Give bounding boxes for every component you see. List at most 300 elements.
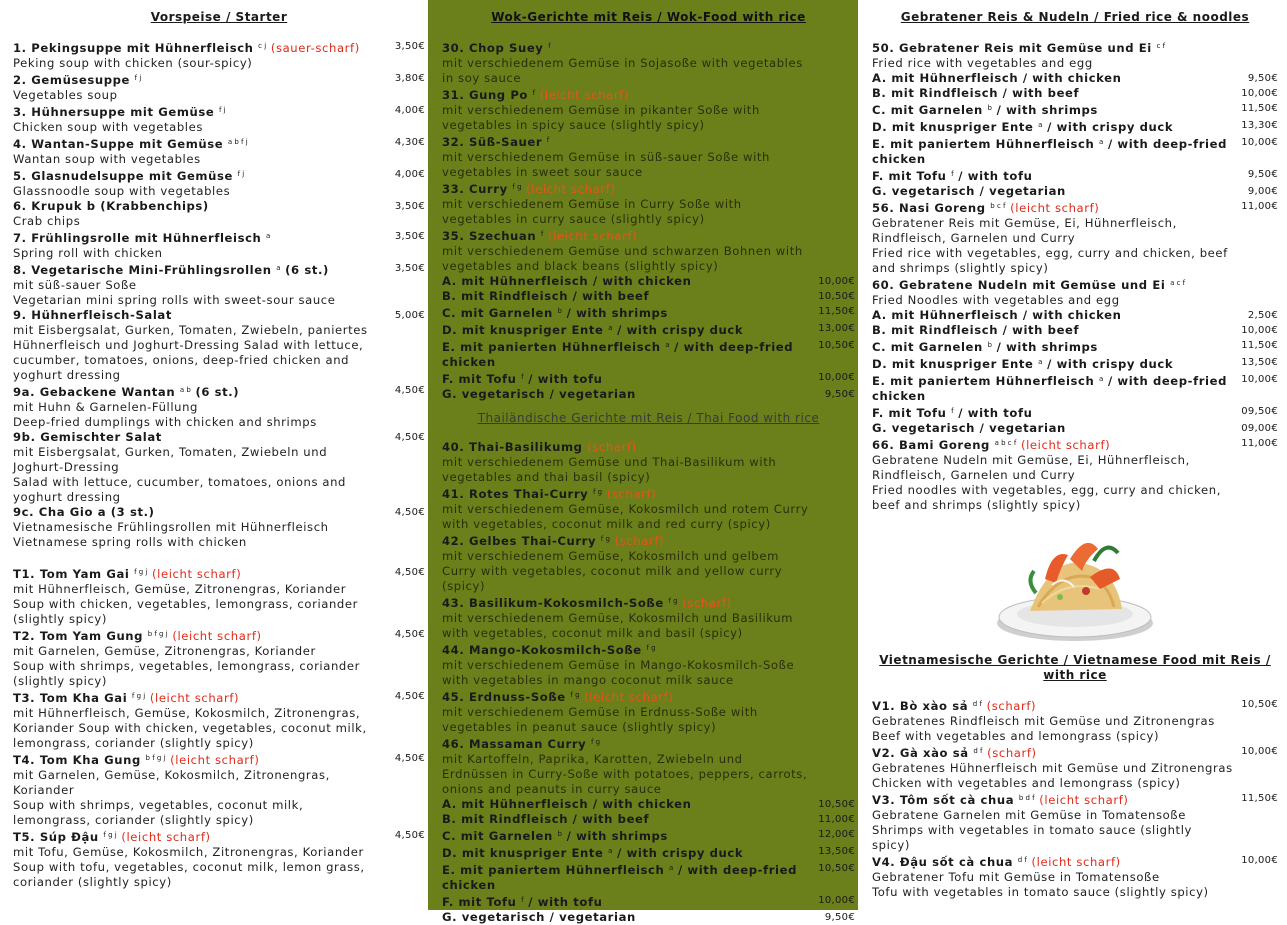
dish-name: T2. Tom Yam Gung (13, 629, 144, 643)
dish-name: 32. Süß-Sauer (442, 135, 543, 149)
menu-item (442, 39, 855, 86)
option-label: B. mit Rindfleisch / with beef (442, 812, 650, 826)
fried-noodle-list (872, 199, 1278, 308)
option-name (442, 321, 811, 338)
option-price: 9,50€ (1247, 169, 1278, 180)
option-name (442, 861, 811, 893)
wok-list (442, 39, 855, 274)
portion-note: (6 st.) (195, 385, 240, 399)
allergen-codes: a (608, 847, 613, 855)
dish-name: 5. Glasnudelsuppe mit Gemüse (13, 169, 233, 183)
option-row (872, 372, 1278, 404)
menu-item-price: 3,50€ (394, 41, 425, 52)
dish-name: 7. Frühlingsrolle mit Hühnerfleisch (13, 231, 262, 245)
menu-item-description: Tofu with vegetables in tomato sauce (slightly spicy) (872, 885, 1209, 899)
menu-item-description: mit verschiedenem Gemüse und schwarzen Bohnen with vegetables and black beans (slightly spicy) (442, 244, 803, 273)
option-label-en: / with crispy duck (617, 846, 744, 860)
spicy-level: (leicht scharf) (526, 182, 616, 196)
option-label-en: / with crispy duck (617, 323, 744, 337)
menu-item-name (442, 735, 811, 752)
dish-photo-image (990, 519, 1160, 645)
option-name (442, 370, 811, 387)
option-price: 13,00€ (818, 323, 855, 334)
menu-item-name (13, 39, 381, 56)
menu-item-description: mit Eisbergsalat, Gurken, Tomaten, Zwiebeln, paniertes Hühnerfleisch und Joghurt-Dressing Salad with lettuce, cucumber, tomatoes, onions, deep-fried chicken and yoghurt dressing (13, 323, 368, 382)
option-row (872, 323, 1278, 338)
allergen-codes: f j (237, 170, 245, 178)
menu-item (13, 565, 425, 627)
option-label: A. mit Hühnerfleisch / with chicken (442, 274, 692, 288)
menu-item-description: Peking soup with chicken (sour-spicy) (13, 56, 253, 70)
dish-name: V3. Tôm sốt cà chua (872, 793, 1015, 807)
option-label-en: / with tofu (958, 406, 1033, 420)
dish-name: 56. Nasi Goreng (872, 201, 986, 215)
allergen-codes: a (669, 864, 674, 872)
menu-item-name (442, 594, 811, 611)
option-name (442, 289, 811, 304)
option-label-en: / with shrimps (996, 340, 1098, 354)
menu-item (13, 135, 425, 167)
menu-item-price: 4,50€ (394, 567, 425, 578)
option-name (442, 812, 811, 827)
menu-item-name (13, 308, 381, 323)
option-name (872, 355, 1234, 372)
menu-item-description: Salad with lettuce, cucumber, tomatoes, onions and yoghurt dressing (13, 475, 347, 504)
menu-item-name (442, 532, 811, 549)
allergen-codes: f g j (103, 831, 117, 839)
option-row (442, 387, 855, 402)
spicy-level: (leicht scharf) (121, 830, 211, 844)
option-price: 10,00€ (1241, 137, 1278, 148)
spicy-level: (leicht scharf) (584, 690, 674, 704)
dish-name: 4. Wantan-Suppe mit Gemüse (13, 137, 224, 151)
option-label: D. mit knuspriger Ente (872, 120, 1034, 134)
allergen-codes: f g (646, 644, 656, 652)
allergen-codes: f g (592, 488, 603, 496)
menu-item-name (442, 133, 811, 150)
allergen-codes: a (266, 232, 271, 240)
option-label-en: / with deep-fried chicken (872, 137, 1227, 166)
option-label-en: / with crispy duck (1047, 120, 1174, 134)
option-name (872, 404, 1234, 421)
option-price: 2,50€ (1247, 310, 1278, 321)
menu-item-description: Soup with chicken, vegetables, lemongrass, coriander (slightly spicy) (13, 597, 358, 626)
allergen-codes: f j (134, 74, 142, 82)
option-price: 09,00€ (1241, 423, 1278, 434)
menu-item-description: mit süß-sauer Soße (13, 278, 137, 292)
dish-name: T1. Tom Yam Gai (13, 567, 130, 581)
option-label: G. vegetarisch / vegetarian (442, 387, 636, 401)
menu-item (442, 532, 855, 594)
option-row (872, 86, 1278, 101)
thai-list (442, 440, 855, 797)
menu-item (442, 440, 855, 485)
option-name (872, 135, 1234, 167)
spicy-level: (scharf) (986, 699, 1037, 713)
menu-item (442, 735, 855, 797)
option-name (442, 338, 811, 370)
allergen-codes: b f g j (147, 630, 168, 638)
option-price: 10,50€ (818, 799, 855, 810)
option-name (442, 274, 811, 289)
menu-item (13, 199, 425, 229)
wok-options (442, 274, 855, 402)
option-row (872, 167, 1278, 184)
menu-item-description: Gebratene Nudeln mit Gemüse, Ei, Hühnerfleisch, Rindfleisch, Garnelen und Curry (872, 453, 1190, 482)
dish-name: 1. Pekingsuppe mit Hühnerfleisch (13, 41, 254, 55)
dish-name: 45. Erdnuss-Soße (442, 690, 566, 704)
starters-heading: Vorspeise / Starter (150, 10, 288, 24)
option-row (872, 184, 1278, 199)
fried-heading: Gebratener Reis & Nudeln / Fried rice & noodles (900, 10, 1250, 24)
allergen-codes: b (557, 830, 562, 838)
menu-item-name (13, 627, 381, 644)
option-label-en: / with crispy duck (1047, 357, 1174, 371)
option-row (442, 797, 855, 812)
dish-name: 35. Szechuan (442, 229, 537, 243)
option-name (872, 101, 1234, 118)
option-price: 10,50€ (818, 863, 855, 874)
menu-item-description: mit Hühnerfleisch, Gemüse, Zitronengras, Koriander (13, 582, 347, 596)
menu-item-price: 4,50€ (394, 753, 425, 764)
option-row (872, 355, 1278, 372)
option-price: 9,50€ (824, 389, 855, 400)
menu-item (13, 39, 425, 71)
dish-name: V2. Gà xào sả (872, 746, 969, 760)
menu-item-name (442, 39, 811, 56)
option-name (872, 184, 1234, 199)
menu-item-description: Soup with shrimps, vegetables, coconut milk, lemongrass, coriander (slightly spicy) (13, 798, 304, 827)
spicy-level: (leicht scharf) (1010, 201, 1100, 215)
option-label-en: / with tofu (958, 169, 1033, 183)
option-price: 10,00€ (818, 276, 855, 287)
menu-item-description: Chicken soup with vegetables (13, 120, 204, 134)
allergen-codes: b (557, 307, 562, 315)
menu-item (13, 627, 425, 689)
portion-note: (6 st.) (285, 263, 329, 277)
option-row (872, 308, 1278, 323)
spicy-level: (leicht scharf) (1020, 438, 1111, 452)
allergen-codes: f g (668, 597, 678, 605)
allergen-codes: f (546, 136, 550, 144)
allergen-codes: a (276, 264, 281, 272)
menu-item-name (13, 383, 381, 400)
allergen-codes: b d f (1018, 794, 1035, 802)
menu-item-name (872, 199, 1234, 216)
allergen-codes: f (521, 373, 524, 381)
menu-item (13, 430, 425, 505)
menu-item (872, 853, 1278, 900)
option-price: 11,00€ (818, 814, 855, 825)
menu-item (872, 436, 1278, 513)
menu-item-price: 4,00€ (394, 105, 425, 116)
allergen-codes: f g j (134, 568, 148, 576)
menu-item (442, 594, 855, 641)
option-label: D. mit knuspriger Ente (872, 357, 1034, 371)
option-price: 10,50€ (818, 291, 855, 302)
dish-name: V1. Bò xào sả (872, 699, 969, 713)
menu-item-description: Gebratenes Hühnerfleisch mit Gemüse und Zitronengras Chicken with vegetables and lemongrass (spicy) (872, 761, 1233, 790)
menu-item (442, 227, 855, 274)
menu-item-description: Fried noodles with vegetables, egg, curry and chicken, beef and shrimps (slightly spicy) (872, 483, 1222, 512)
menu-item-description: Vegetarian mini spring rolls with sweet-sour sauce (13, 293, 336, 307)
option-name (872, 421, 1234, 436)
option-name (442, 844, 811, 861)
option-name (872, 86, 1234, 101)
menu-item-price: 4,50€ (394, 830, 425, 841)
fried-noodle-options (872, 308, 1278, 436)
spicy-level: (scharf) (606, 487, 657, 501)
menu-item-price: 3,50€ (394, 263, 425, 274)
menu-item (13, 103, 425, 135)
menu-item-name (13, 689, 381, 706)
menu-item-price: 11,00€ (1241, 201, 1278, 212)
menu-item-description: mit verschiedenem Gemüse in Curry Soße with vegetables in curry sauce (slightly spicy) (442, 197, 742, 226)
option-label: C. mit Garnelen (872, 103, 983, 117)
dish-name: 6. Krupuk b (Krabbenchips) (13, 199, 209, 213)
dish-name: 9a. Gebackene Wantan (13, 385, 176, 399)
menu-item-price: 5,00€ (394, 310, 425, 321)
dish-name: 66. Bami Goreng (872, 438, 990, 452)
menu-item-description: mit Eisbergsalat, Gurken, Tomaten, Zwiebeln und Joghurt-Dressing (13, 445, 328, 474)
option-price: 11,50€ (1241, 340, 1278, 351)
section-gap (13, 550, 425, 565)
allergen-codes: b c f (990, 202, 1006, 210)
option-label: E. mit paniertem Hühnerfleisch (872, 374, 1095, 388)
menu-item-name (13, 505, 381, 520)
menu-item (442, 641, 855, 688)
menu-item (872, 791, 1278, 853)
spicy-level: (scharf) (682, 596, 732, 610)
option-name (442, 827, 811, 844)
dish-name: 50. Gebratener Reis mit Gemüse und Ei (872, 41, 1152, 55)
option-price: 10,00€ (818, 372, 855, 383)
spicy-level: (leicht scharf) (170, 753, 260, 767)
menu-item-description: Wantan soup with vegetables (13, 152, 201, 166)
option-row (872, 71, 1278, 86)
allergen-codes: d f (1017, 856, 1027, 864)
allergen-codes: d f (972, 700, 982, 708)
allergen-codes: f g j (131, 692, 146, 700)
option-name (442, 910, 811, 925)
option-label: C. mit Garnelen (442, 829, 553, 843)
option-row (872, 135, 1278, 167)
option-name (872, 323, 1234, 338)
menu-item-price: 11,00€ (1241, 438, 1278, 449)
menu-item-description: mit verschiedenem Gemüse in Sojasoße with vegetables in soy sauce (442, 56, 803, 85)
allergen-codes: f (521, 896, 524, 904)
menu-item-description: Glassnoodle soup with vegetables (13, 184, 231, 198)
allergen-codes: f g (590, 738, 601, 746)
fried-vietnamese-column (858, 0, 1287, 910)
allergen-codes: f g (570, 691, 580, 699)
option-name (442, 304, 811, 321)
menu-item-name (13, 430, 381, 445)
option-name (872, 338, 1234, 355)
menu-item-name (13, 135, 381, 152)
menu-item-price: 4,50€ (394, 629, 425, 640)
dish-name: 8. Vegetarische Mini-Frühlingsrollen (13, 263, 272, 277)
option-row (442, 274, 855, 289)
menu-item-description: mit verschiedenem Gemüse in süß-sauer Soße with vegetables in sweet sour sauce (442, 150, 770, 179)
menu-item-description: Gebratener Reis mit Gemüse, Ei, Hühnerfleisch, Rindfleisch, Garnelen und Curry (872, 216, 1177, 245)
thai-heading: Thailändische Gerichte mit Reis / Thai Food with rice (477, 411, 820, 425)
menu-item-description: Gebratenes Rindfleisch mit Gemüse und Zitronengras Beef with vegetables and lemongrass (spicy) (872, 714, 1215, 743)
dish-name: 40. Thai-Basilikumg (442, 440, 583, 454)
spicy-level: (scharf) (987, 746, 1037, 760)
menu-item-price: 4,50€ (394, 507, 425, 518)
menu-item-name (442, 688, 811, 705)
menu-item-price: 4,50€ (394, 385, 425, 396)
menu-item-name (442, 227, 811, 244)
allergen-codes: a b c f (994, 439, 1017, 447)
option-name (442, 387, 811, 402)
option-label: E. mit paniertem Hühnerfleisch (442, 863, 665, 877)
dish-name: 42. Gelbes Thai-Curry (442, 534, 597, 548)
spicy-level: (leicht scharf) (547, 229, 638, 243)
allergen-codes: f g (512, 183, 522, 191)
menu-item-price: 4,30€ (394, 137, 425, 148)
option-label: E. mit paniertem Hühnerfleisch (872, 137, 1095, 151)
option-price: 11,50€ (1241, 103, 1278, 114)
option-row (872, 404, 1278, 421)
menu-item (872, 39, 1278, 71)
menu-item-name (872, 39, 1234, 56)
option-row (872, 118, 1278, 135)
bami-list (872, 436, 1278, 513)
menu-item-name (13, 229, 381, 246)
dish-name: 9. Hühnerfleisch-Salat (13, 308, 172, 322)
option-price: 12,00€ (818, 829, 855, 840)
option-price: 9,00€ (1247, 186, 1278, 197)
menu-item-description: mit Hühnerfleisch, Gemüse, Kokosmilch, Zitronengras, Koriander Soup with chicken, vegetables, coconut milk, lemongrass, coriander (slightly spicy) (13, 706, 367, 750)
option-name (442, 893, 811, 910)
menu-item-price: 4,00€ (394, 169, 425, 180)
option-name (442, 797, 811, 812)
option-price: 09,50€ (1241, 406, 1278, 417)
menu-item-description: Gebratener Tofu mit Gemüse in Tomatensoße (872, 870, 1160, 884)
dish-name: 43. Basilikum-Kokosmilch-Soße (442, 596, 664, 610)
menu-item-name (13, 751, 381, 768)
option-label: D. mit knuspriger Ente (442, 323, 604, 337)
menu-item-name (872, 436, 1234, 453)
option-price: 9,50€ (1247, 73, 1278, 84)
option-label: B. mit Rindfleisch / with beef (872, 86, 1080, 100)
thai-options (442, 797, 855, 925)
spicy-level: (leicht scharf) (172, 629, 262, 643)
menu-item-name (872, 853, 1234, 870)
dish-name: V4. Đậu sốt cà chua (872, 855, 1014, 869)
option-label: F. mit Tofu (872, 406, 947, 420)
menu-item-name (872, 276, 1234, 293)
option-row (442, 861, 855, 893)
allergen-codes: b f g j (145, 754, 166, 762)
spicy-level: (scharf) (614, 534, 665, 548)
menu-item (13, 167, 425, 199)
menu-item-name (872, 697, 1234, 714)
dish-name: 9b. Gemischter Salat (13, 430, 162, 444)
spicy-level: (leicht scharf) (539, 88, 630, 102)
option-label: C. mit Garnelen (442, 306, 553, 320)
menu-item-description: mit verschiedenem Gemüse, Kokosmilch und Basilikum with vegetables, coconut milk and basil (spicy) (442, 611, 794, 640)
option-row (872, 101, 1278, 118)
dish-name: T4. Tom Kha Gung (13, 753, 141, 767)
menu-item-description: Vietnamese spring rolls with chicken (13, 535, 247, 549)
option-label-en: / with shrimps (566, 306, 668, 320)
allergen-codes: b (987, 104, 992, 112)
option-row (442, 338, 855, 370)
option-name (872, 118, 1234, 135)
allergen-codes: f (548, 42, 551, 50)
menu-item-description: Spring roll with chicken (13, 246, 163, 260)
option-name (872, 372, 1234, 404)
menu-item-name (13, 261, 381, 278)
menu-item-description: Fried Noodles with vegetables and egg (872, 293, 1120, 307)
allergen-codes: f (951, 407, 954, 415)
menu-item-name (13, 828, 381, 845)
menu-item (442, 86, 855, 133)
menu-item-name (872, 744, 1234, 761)
menu-item-description: mit Garnelen, Gemüse, Kokosmilch, Zitronengras, Koriander (13, 768, 330, 797)
menu-item-name (442, 641, 811, 658)
option-price: 10,00€ (1241, 374, 1278, 385)
menu-item-price: 3,50€ (394, 201, 425, 212)
menu-item-description: Gebratene Garnelen mit Gemüse in Tomatensoße (872, 808, 1186, 822)
menu-item (872, 276, 1278, 308)
wok-thai-column (428, 0, 858, 924)
option-row (872, 338, 1278, 355)
option-label-en: / with shrimps (996, 103, 1098, 117)
option-label: F. mit Tofu (442, 372, 517, 386)
menu-item-price: 3,80€ (394, 73, 425, 84)
dish-name: T3. Tom Kha Gai (13, 691, 128, 705)
spicy-level: (leicht scharf) (152, 567, 242, 581)
option-price: 10,00€ (1241, 88, 1278, 99)
spicy-level: (leicht scharf) (1031, 855, 1121, 869)
option-label-en: / with deep-fried chicken (442, 863, 797, 892)
option-label-en: / with tofu (528, 895, 603, 909)
vietnamese-heading: Vietnamesische Gerichte / Vietnamese Food mit Reis / with rice (879, 653, 1271, 682)
option-row (442, 370, 855, 387)
option-label: G. vegetarisch / vegetarian (872, 421, 1066, 435)
option-price: 10,00€ (1241, 325, 1278, 336)
menu-item (442, 688, 855, 735)
allergen-codes: f j (218, 106, 226, 114)
menu-item (872, 697, 1278, 744)
menu-item (13, 828, 425, 890)
dish-name: 2. Gemüsesuppe (13, 73, 131, 87)
menu-item-name (442, 485, 811, 502)
option-label: B. mit Rindfleisch / with beef (872, 323, 1080, 337)
menu-item (13, 751, 425, 828)
menu-item-description: Fried rice with vegetables, egg, curry and chicken, beef and shrimps (slightly spicy) (872, 246, 1228, 275)
option-label: G. vegetarisch / vegetarian (442, 910, 636, 924)
menu-item (442, 180, 855, 227)
menu-item-name (13, 103, 381, 120)
option-row (442, 893, 855, 910)
allergen-codes: a b f j (227, 138, 248, 146)
dish-name: 33. Curry (442, 182, 508, 196)
dish-name: 9c. Cha Gio a (3 st.) (13, 505, 155, 519)
menu-item (442, 485, 855, 532)
menu-item-name (442, 440, 811, 455)
option-price: 13,30€ (1241, 120, 1278, 131)
allergen-codes: f g (600, 535, 610, 543)
spicy-level: (leicht scharf) (1039, 793, 1129, 807)
option-label: F. mit Tofu (872, 169, 947, 183)
menu-item-price: 4,50€ (394, 691, 425, 702)
menu-item-price: 3,50€ (394, 231, 425, 242)
